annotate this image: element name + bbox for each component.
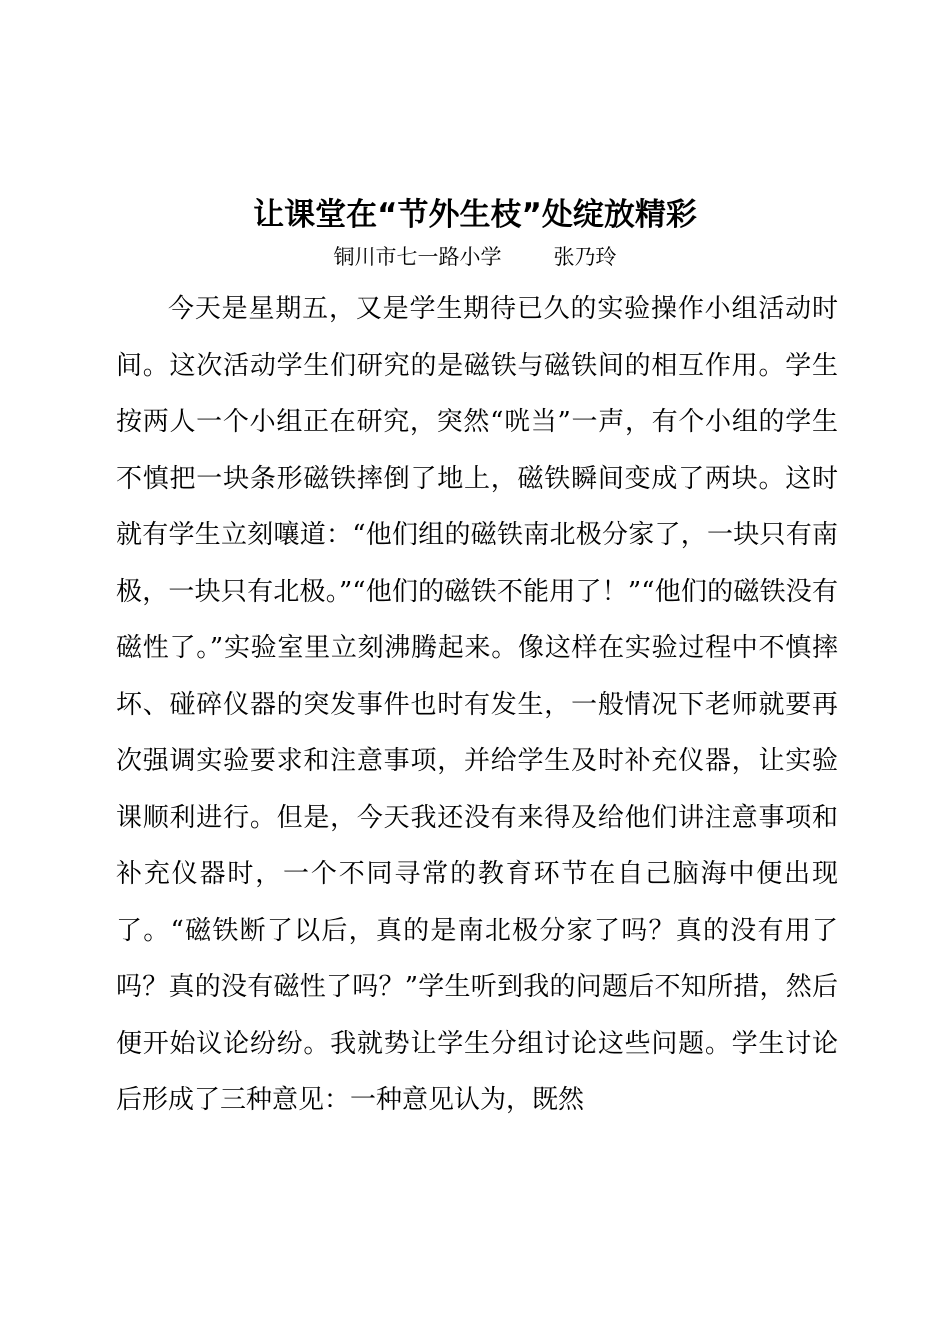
body-paragraph: 今天是星期五，又是学生期待已久的实验操作小组活动时间。这次活动学生们研究的是磁铁与磁铁间的相互作用。学生按两人一个小组正在研究，突然“咣当”一声，有个小组的学生不慎把一块条形磁铁摔倒了地上，磁铁瞬间变成了两块。这时就有学生立刻嚷道：“他们组的磁铁南北极分家了，一块只有南极，一块只有北极。”“他们的磁铁不能用了！”“他们的磁铁没有磁性了。”实验室里立刻沸腾起来。像这样在实验过程中不慎摔坏、碰碎仪器的突发事件也时有发生，一般情况下老师就要再次强调实验要求和注意事项，并给学生及时补充仪器，让实验课顺利进行。但是，今天我还没有来得及给他们讲注意事项和补充仪器时，一个不同寻常的教育环节在自己脑海中便出现了。“磁铁断了以后，真的是南北极分家了吗？真的没有用了吗？真的没有磁性了吗？”学生听到我的问题后不知所措，然后便开始议论纷纷。我就势让学生分组讨论这些问题。学生讨论后形成了三种意见：一种意见认为，既然 xyxy=(116,294,838,1115)
document-title: 让课堂在“节外生枝”处绽放精彩 xyxy=(253,197,697,233)
school-name: 铜川市七一路小学 xyxy=(333,245,502,269)
author-name: 张乃玲 xyxy=(553,245,617,269)
byline xyxy=(0,240,950,274)
